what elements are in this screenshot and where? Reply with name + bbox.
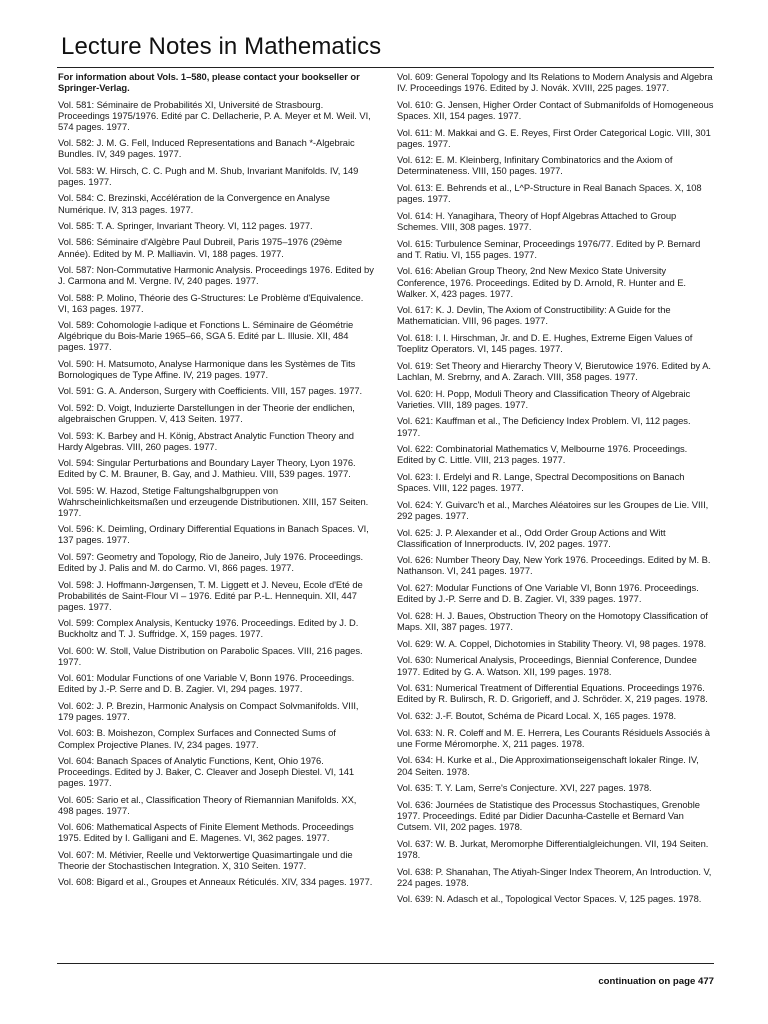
page-title: Lecture Notes in Mathematics <box>61 33 382 60</box>
volume-entry: Vol. 593: K. Barbey and H. König, Abstract Analytic Function Theory and Hardy Algebras. VIII, 260 pages. 1977. <box>58 429 354 452</box>
volume-entry: Vol. 606: Mathematical Aspects of Finite Element Methods. Proceedings 1975. Edited by I. Galligani and E. Magenes. VI, 362 pages. 1977. <box>58 821 354 844</box>
volume-entry: Vol. 598: J. Hoffmann-Jørgensen, T. M. Liggett et J. Neveu, Ecole d'Eté de Probabilités de Saint-Flour VI – 1976. Edité par P.-L. Hennequin. XII, 447 pages. 1977. <box>58 578 363 612</box>
right-column <box>397 71 715 910</box>
volume-entry: Vol. 581: Séminaire de Probabilités XI, Université de Strasbourg. Proceedings 1975/1976. Edité par C. Dellacherie, P. A. Meyer et M. Weil. VI, 574 pages. 1977. <box>58 98 371 132</box>
volume-entry: Vol. 614: H. Yanagihara, Theory of Hopf Algebras Attached to Group Schemes. VIII, 308 pages. 1977. <box>397 209 677 232</box>
volume-entry: Vol. 595: W. Hazod, Stetige Faltungshalbgruppen von Wahrscheinlichkeitsmaßen und erzeugende Distributionen. XIII, 157 Seiten. 1977. <box>58 484 369 518</box>
volume-entry: Vol. 592: D. Voigt, Induzierte Darstellungen in der Theorie der endlichen, algebraischen Gruppen. V, 413 Seiten. 1977. <box>58 401 355 425</box>
volume-entry: Vol. 624: Y. Guivarc'h et al., Marches Aléatoires sur les Groupes de Lie. VIII, 292 pages. 1977. <box>397 498 709 521</box>
volume-entry: Vol. 600: W. Stoll, Value Distribution on Parabolic Spaces. VIII, 216 pages. 1977. <box>58 644 363 667</box>
volume-entry: Vol. 590: H. Matsumoto, Analyse Harmonique dans les Systèmes de Tits Bornologiques de Type Affine. IV, 219 pages. 1977. <box>58 357 356 380</box>
volume-entry: Vol. 619: Set Theory and Hierarchy Theory V, Bierutowice 1976. Edited by A. Lachlan, M. Srebrny, and A. Zarach. VIII, 358 pages. 1977. <box>397 359 711 382</box>
volume-entry: Vol. 638: P. Shanahan, The Atiyah-Singer Index Theorem, An Introduction. V, 224 pages. 1978. <box>397 865 712 888</box>
volume-entry: Vol. 632: J.-F. Boutot, Schéma de Picard Local. X, 165 pages. 1978. <box>397 709 677 721</box>
volume-entry: Vol. 594: Singular Perturbations and Boundary Layer Theory, Lyon 1976. Edited by C. M. Brauner, B. Gay, and J. Mathieu. VIII, 539 pages. 1977. <box>58 457 356 480</box>
volume-entry: Vol. 601: Modular Functions of one Variable V, Bonn 1976. Proceedings. Edited by J.-P. Serre and D. B. Zagier. VI, 294 pages. 1977. <box>58 672 355 695</box>
volume-entry: Vol. 607: M. Métivier, Reelle und Vektorwertige Quasimartingale und die Theorie der Stochastischen Integration. X, 310 Seiten. 1977. <box>58 848 353 871</box>
volume-entry: Vol. 635: T. Y. Lam, Serre's Conjecture. XVI, 227 pages. 1978. <box>397 782 652 794</box>
volume-entry: Vol. 605: Sario et al., Classification Theory of Riemannian Manifolds. XX, 498 pages. 1977. <box>58 793 357 816</box>
volume-entry: Vol. 613: E. Behrends et al., L^P-Structure in Real Banach Spaces. X, 108 pages. 1977. <box>397 182 702 205</box>
volume-entry: Vol. 596: K. Deimling, Ordinary Differential Equations in Banach Spaces. VI, 137 pages. 1977. <box>58 523 369 546</box>
volume-entry: Vol. 588: P. Molino, Théorie des G-Structures: Le Problème d'Equivalence. VI, 163 pages. 1977. <box>58 291 364 314</box>
volume-entry: Vol. 608: Bigard et al., Groupes et Anneaux Réticulés. XIV, 334 pages. 1977. <box>58 876 373 888</box>
volume-entry: Vol. 584: C. Brezinski, Accélération de la Convergence en Analyse Numérique. IV, 313 pages. 1977. <box>58 192 330 215</box>
volume-entry: Vol. 597: Geometry and Topology, Rio de Janeiro, July 1976. Proceedings. Edited by J. Palis and M. do Carmo. VI, 866 pages. 1977. <box>58 550 364 574</box>
volume-entry: Vol. 615: Turbulence Seminar, Proceedings 1976/77. Edited by P. Bernard and T. Ratiu. VI, 155 pages. 1977. <box>397 237 701 260</box>
document-page <box>57 0 714 1024</box>
volume-entry: Vol. 618: I. I. Hirschman, Jr. and D. E. Hughes, Extreme Eigen Values of Toeplitz Operators. VI, 145 pages. 1977. <box>397 332 693 355</box>
volume-entry: Vol. 622: Combinatorial Mathematics V, Melbourne 1976. Proceedings. Edited by C. Little. VIII, 213 pages. 1977. <box>397 443 688 466</box>
bottom-rule <box>57 963 714 964</box>
volume-entry: Vol. 621: Kauffman et al., The Deficiency Index Problem. VI, 112 pages. 1977. <box>397 415 691 438</box>
volume-entry: Vol. 582: J. M. G. Fell, Induced Representations and Banach *-Algebraic Bundles. IV, 349 pages. 1977. <box>58 137 355 160</box>
volume-entry: Vol. 630: Numerical Analysis, Proceedings, Biennial Conference, Dundee 1977. Edited by G. A. Watson. XII, 199 pages. 1978. <box>397 654 697 677</box>
volume-entry: Vol. 637: W. B. Jurkat, Meromorphe Differentialgleichungen. VII, 194 Seiten. 1978. <box>397 837 709 860</box>
volume-entry: Vol. 616: Abelian Group Theory, 2nd New Mexico State University Conference, 1976. Proceedings. Edited by D. Arnold, R. Hunter and E. Walker. X, 423 pages. 1977. <box>397 265 686 299</box>
volume-entry: Vol. 602: J. P. Brezin, Harmonic Analysis on Compact Solvmanifolds. VIII, 179 pages. 1977. <box>58 699 359 722</box>
volume-entry: Vol. 625: J. P. Alexander et al., Odd Order Group Actions and Witt Classification of Innerproducts. IV, 202 pages. 1977. <box>397 526 666 549</box>
volume-entry: Vol. 589: Cohomologie l-adique et Fonctions L. Séminaire de Géométrie Algébrique du Bois-Marie 1965–66, SGA 5. Edité par L. Illusie. XII, 484 pages. 1977. <box>58 319 354 353</box>
continuation-note: continuation on page 477 <box>598 976 714 987</box>
volume-entry: Vol. 609: General Topology and Its Relations to Modern Analysis and Algebra IV. Proceedings 1976. Edited by J. Novák. XVIII, 225 pages. 1977. <box>397 71 713 94</box>
volume-entry: Vol. 583: W. Hirsch, C. C. Pugh and M. Shub, Invariant Manifolds. IV, 149 pages. 1977. <box>58 164 359 187</box>
volume-entry: Vol. 636: Journées de Statistique des Processus Stochastiques, Grenoble 1977. Proceedings. Edité par Didier Dacunha-Castelle et Bernard Van Cutsem. VII, 202 pages. 1978. <box>397 798 700 833</box>
volume-entry: Vol. 612: E. M. Kleinberg, Infinitary Combinatorics and the Axiom of Determinateness. VIII, 150 pages. 1977. <box>397 154 673 177</box>
left-entry-list <box>58 99 374 888</box>
volume-entry: Vol. 639: N. Adasch et al., Topological Vector Spaces. V, 125 pages. 1978. <box>397 893 702 905</box>
intro-note: For information about Vols. 1–580, please contact your bookseller or Springer-Verlag. <box>58 71 360 94</box>
volume-entry: Vol. 628: H. J. Baues, Obstruction Theory on the Homotopy Classification of Maps. XII, 387 pages. 1977. <box>397 609 708 633</box>
volume-entry: Vol. 603: B. Moishezon, Complex Surfaces and Connected Sums of Complex Projective Planes. IV, 234 pages. 1977. <box>58 727 336 750</box>
volume-entry: Vol. 599: Complex Analysis, Kentucky 1976. Proceedings. Edited by J. D. Buckholtz and T. J. Suffridge. X, 159 pages. 1977. <box>58 617 359 640</box>
volume-entry: Vol. 586: Séminaire d'Algèbre Paul Dubreil, Paris 1975–1976 (29ème Année). Edited by M. P. Malliavin. VI, 188 pages. 1977. <box>58 236 343 259</box>
volume-entry: Vol. 626: Number Theory Day, New York 1976. Proceedings. Edited by M. B. Nathanson. VI, 241 pages. 1977. <box>397 554 711 577</box>
volume-entry: Vol. 610: G. Jensen, Higher Order Contact of Submanifolds of Homogeneous Spaces. XII, 154 pages. 1977. <box>397 98 714 121</box>
volume-entry: Vol. 631: Numerical Treatment of Differential Equations. Proceedings 1976. Edited by R. Bulirsch, R. D. Grigorieff, and J. Schröder. X, 219 pages. 1978. <box>397 682 708 705</box>
right-entry-list <box>397 71 715 904</box>
volume-entry: Vol. 634: H. Kurke et al., Die Approximationseigenschaft lokaler Ringe. IV, 204 Seiten. 1978. <box>397 754 699 777</box>
volume-entry: Vol. 611: M. Makkai and G. E. Reyes, First Order Categorical Logic. VIII, 301 pages. 1977. <box>397 126 711 149</box>
left-column <box>58 71 374 893</box>
volume-entry: Vol. 620: H. Popp, Moduli Theory and Classification Theory of Algebraic Varieties. VIII, 189 pages. 1977. <box>397 387 691 410</box>
volume-entry: Vol. 623: I. Erdelyi and R. Lange, Spectral Decompositions on Banach Spaces. VIII, 122 pages. 1977. <box>397 471 685 494</box>
volume-entry: Vol. 591: G. A. Anderson, Surgery with Coefficients. VIII, 157 pages. 1977. <box>58 385 363 397</box>
top-rule <box>57 67 714 68</box>
volume-entry: Vol. 633: N. R. Coleff and M. E. Herrera, Les Courants Résiduels Associés à une Forme Méromorphe. X, 211 pages. 1978. <box>397 726 710 749</box>
volume-entry: Vol. 617: K. J. Devlin, The Axiom of Constructibility: A Guide for the Mathematician. VIII, 96 pages. 1977. <box>397 304 671 327</box>
volume-entry: Vol. 627: Modular Functions of One Variable VI, Bonn 1976. Proceedings. Edited by J.-P. Serre and D. B. Zagier. VI, 339 pages. 1977. <box>397 582 699 605</box>
volume-entry: Vol. 585: T. A. Springer, Invariant Theory. VI, 112 pages. 1977. <box>58 219 313 231</box>
volume-entry: Vol. 587: Non-Commutative Harmonic Analysis. Proceedings 1976. Edited by J. Carmona and M. Vergne. IV, 240 pages. 1977. <box>58 264 374 287</box>
volume-entry: Vol. 604: Banach Spaces of Analytic Functions, Kent, Ohio 1976. Proceedings. Edited by J. Baker, C. Cleaver and Joseph Diestel. VI, 141 pages. 1977. <box>58 755 355 789</box>
volume-entry: Vol. 629: W. A. Coppel, Dichotomies in Stability Theory. VI, 98 pages. 1978. <box>397 637 707 649</box>
